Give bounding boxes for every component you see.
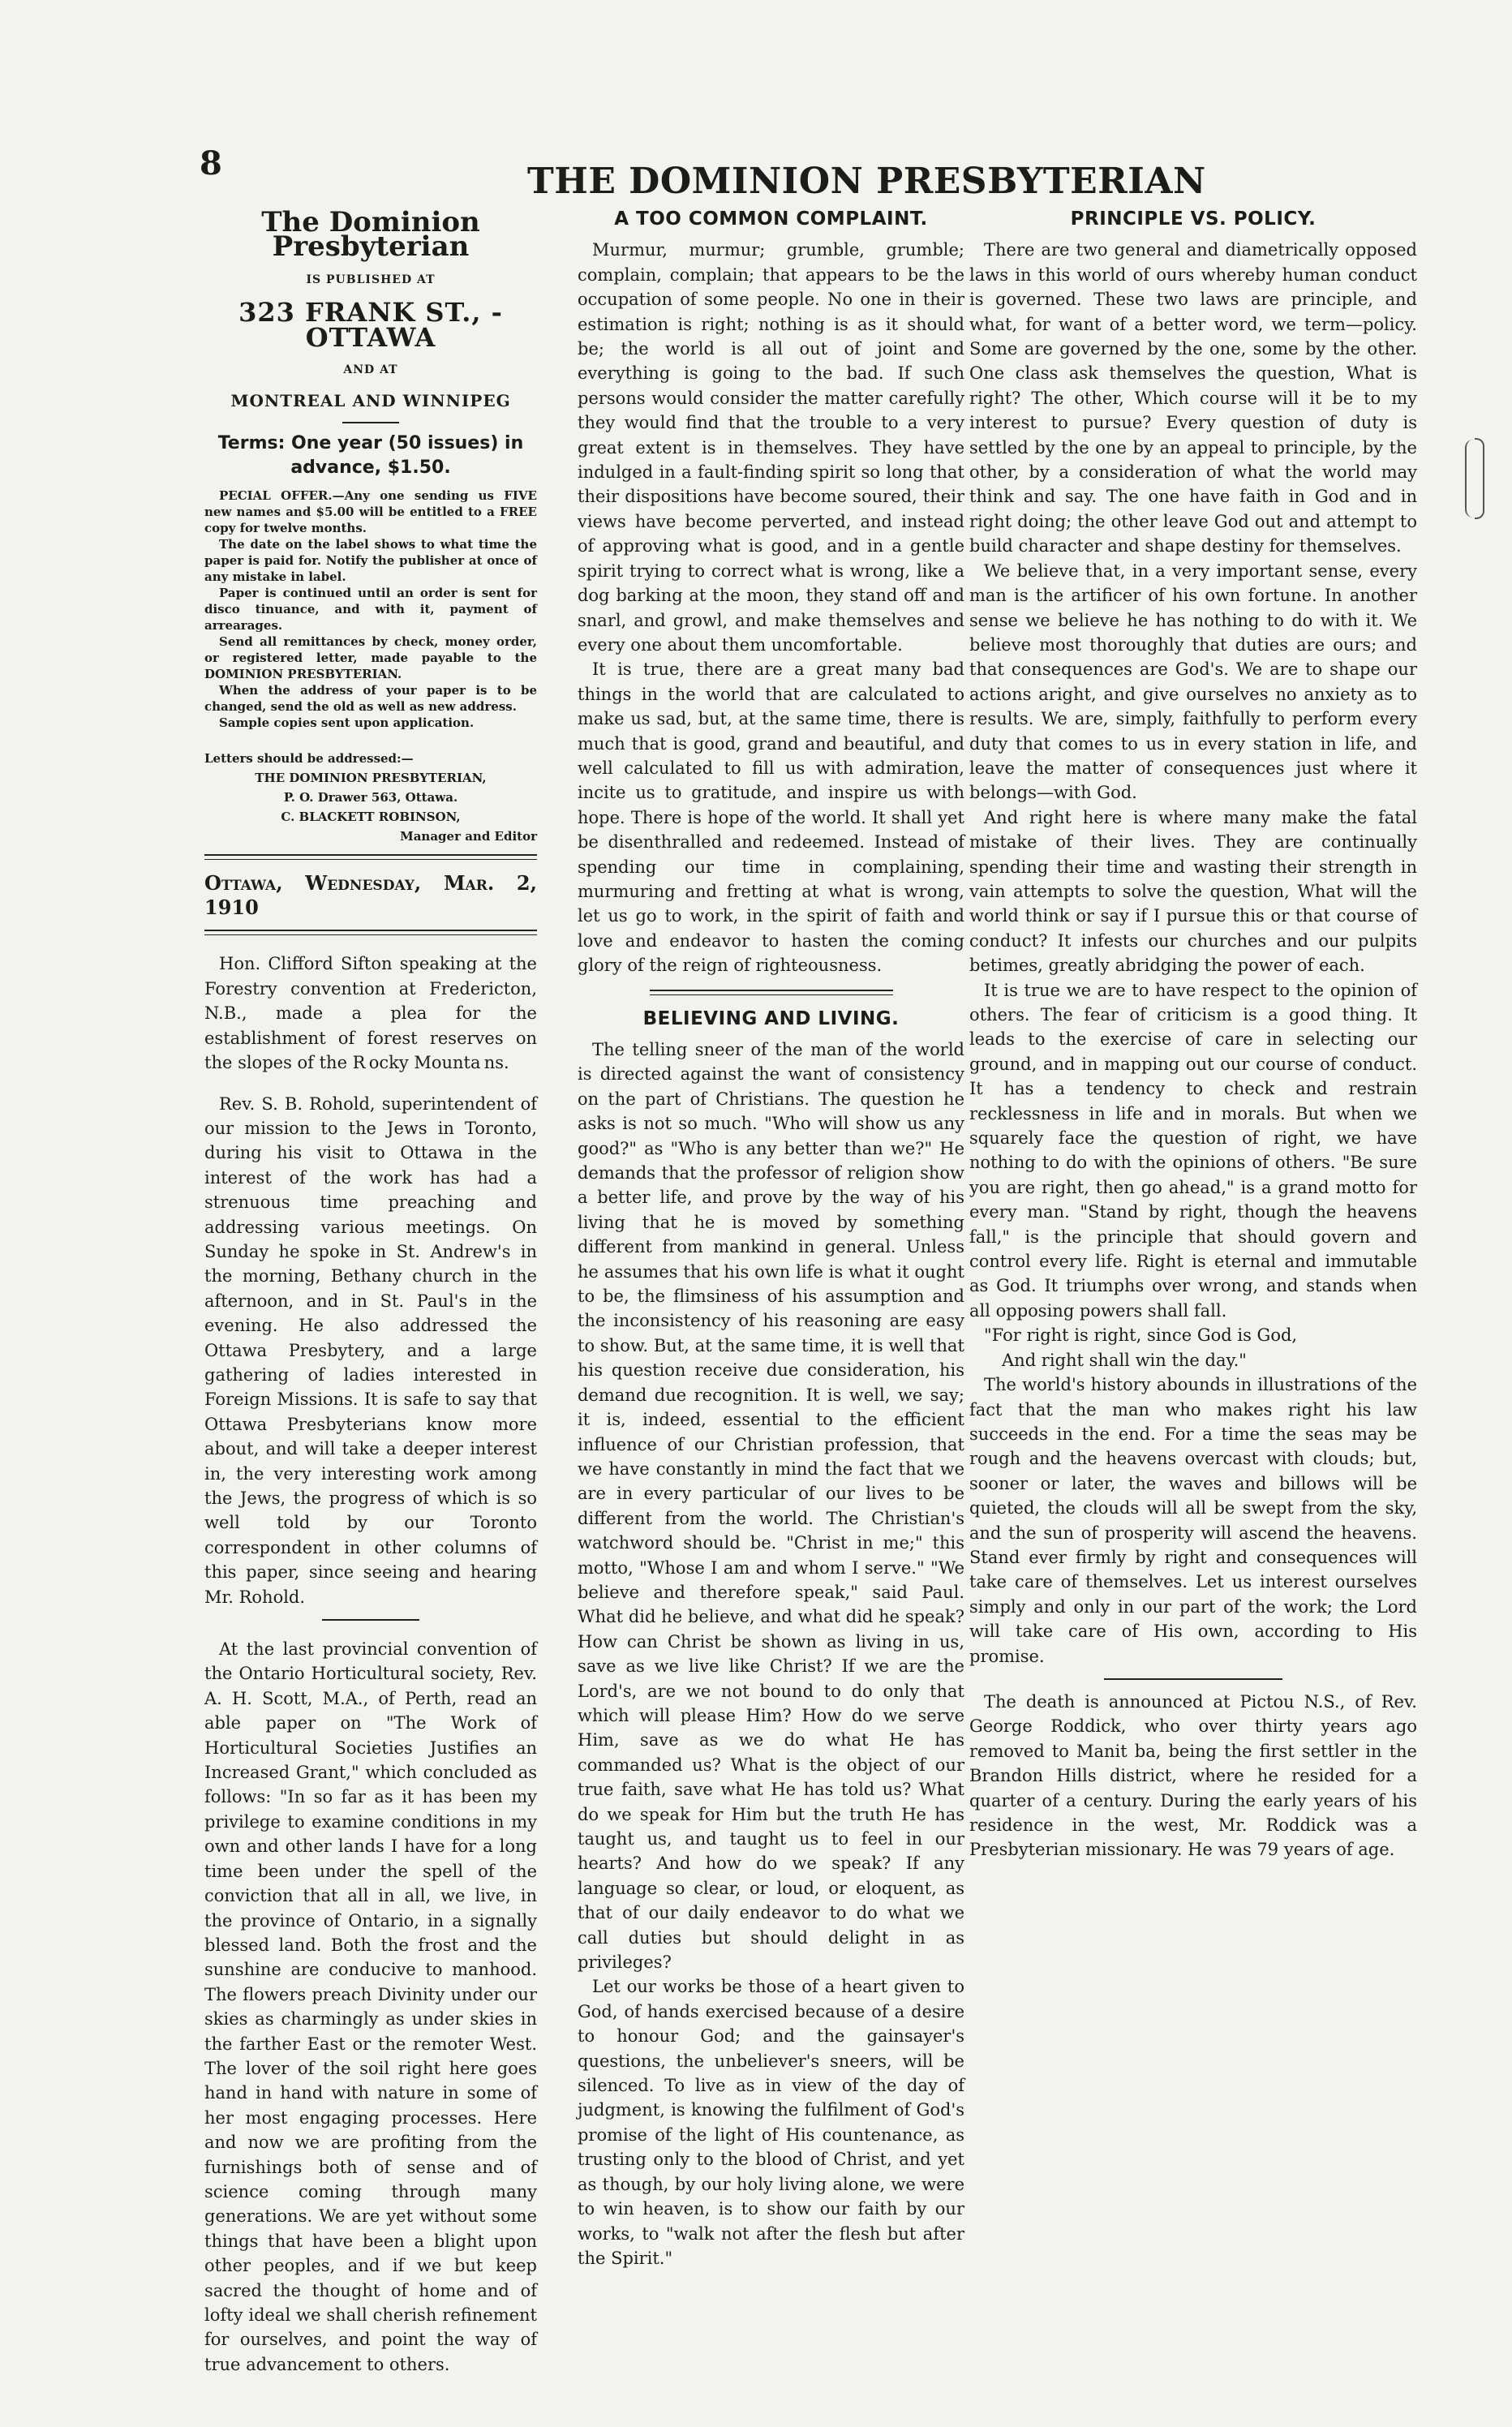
subscription-terms: Terms: One year (50 issues) in advance, $1.50. <box>217 432 524 479</box>
article-paragraph: There are two general and diametrically opposed laws in this world of ours whereby human conduct is governed. These two laws are principle, and what, for want of a better word, we term—policy. Some are governed by the one, some by the other. One class ask themselves the question, What is right? The other, Which course will it be to my interest to pursue? Every question of duty is settled by the one by an appeal to principle, by the other, by a consideration of what the world may think and say. The one have faith in God and in right doing; the other leave God out and attempt to build character and shape destiny for themselves. <box>969 240 1417 556</box>
article-paragraph: The telling sneer of the man of the world is directed against the want of consistency on the part of Christians. The question he asks is not so much. "Who will show us any good?" as "Who is any better than we?" He demands that the professor of religion show a better life, and prove by the way of his living that he is moved by something different from mankind in general. Unless he assumes that his own life is what it ought to be, the flimsiness of his assumption and the inconsistency of his reasoning are easy to show. But, at the same time, it is well that his question receive due consideration, his demand due recognition. It is well, we say; it is, indeed, essential to the efficient influence of our Christian profession, that we have constantly in mind the fact that we are in every particular of our lives to be different from the world. The Christian's watchword should be. "Christ in me;" this motto, "Whose I am and whom I serve." "We believe and therefore speak," said Paul. What did he believe, and what did he speak? How can Christ be shown as living in us, save as we live like Christ? If we are the Lord's, are we not bound to do only that which will please Him? How do we serve Him, save as we do what He has commanded us? What is the object of our true faith, save what He has told us? What do we speak for Him but the truth He has taught us, and taught us to feel in our hearts? And how do we speak? If any language so clear, or loud, or eloquent, as that of our daily endeavor to do what we call duties but should delight in as privileges? <box>578 1040 964 1973</box>
notice-address-change: When the address of your paper is to be changed, send the old as well as new address. <box>204 682 537 714</box>
editor-name: C. BLACKETT ROBINSON, <box>281 809 461 824</box>
letters-name: THE DOMINION PRESBYTERIAN, <box>255 770 487 785</box>
masthead <box>204 206 537 481</box>
masthead-title: The Dominion Presbyterian <box>261 206 480 264</box>
column-2 <box>578 207 964 2270</box>
article-paragraph: The world's history abounds in illustrations of the fact that the man who makes right his law succeeds in the end. For a time the seas may be rough and the heavens overcast with clouds; but, sooner or later, the waves and billows will be quieted, the clouds will all be swept from the sky, and the sun of prosperity will ascend the heavens. Stand ever firmly by right and consequences will take care of themselves. Let us interest ourselves simply and only in our part of the work; the Lord will take care of His own, according to His promise. <box>969 1375 1417 1666</box>
editorial-paragraph: At the last provincial convention of the Ontario Horticultural society, Rev. A. H. Scott, M.A., of Perth, read an able paper on "The Work of Horticultural Societies Justifies an Increased Grant," which concluded as follows: "In so far as it has been my privilege to examine conditions in my own and other lands I have for a long time been under the spell of the conviction that all in all, we live, in the province of Ontario, in a signally blessed land. Both the frost and the sunshine are conducive to manhood. The flowers preach Divinity under our skies as charmingly as under skies in the farther East or the remoter West. The lover of the soil right here goes hand in hand with nature in some of her most engaging processes. Here and now we are profiting from the furnishings both of sense and of science coming through many generations. We are yet without some things that have been a blight upon other peoples, and if we but keep sacred the thought of home and of lofty ideal we shall cherish refinement for ourselves, and point the way of true advancement to others. <box>204 1639 537 2374</box>
editor-title: Manager and Editor <box>400 828 537 844</box>
page-number: 8 <box>200 144 222 183</box>
article-paragraph: We believe that, in a very important sense, every man is the artificer of his own fortune. In another sense we believe he has nothing to do with it. We believe most thoroughly that duties are ours; and that consequences are God's. We are to shape our actions aright, and give ourselves no anxiety as to results. We are, simply, faithfully to perform every duty that comes to us in every station in life, and leave the matter of consequences just where it belongs—with God. <box>969 561 1417 803</box>
letters-box: P. O. Drawer 563, Ottawa. <box>283 789 458 805</box>
masthead-and-at: AND AT <box>343 363 398 377</box>
letters-intro: Letters should be addressed:— <box>204 750 414 766</box>
article-heading: PRINCIPLE VS. POLICY. <box>1070 208 1317 230</box>
letters-address-block <box>204 749 537 846</box>
column-3 <box>969 207 1417 1862</box>
death-notice: The death is announced at Pictou N.S., of Rev. George Roddick, who over thirty years ago removed to Manit ba, being the first settler in the Brandon Hills district, where he resided for a quarter of a century. During the early years of his residence in the west, Mr. Roddick was a Presbyterian missionary. He was 79 years of age. <box>969 1691 1417 1860</box>
notice-remittances: Send all remittances by check, money order, or registered letter, made payable to the DOMINION PRESBYTERIAN. <box>204 634 537 681</box>
divider <box>342 422 399 423</box>
double-rule <box>650 990 893 995</box>
dateline: Ottawa, Wednesday, Mar. 2, 1910 <box>204 870 537 920</box>
verse-line: "For right is right, since God is God, <box>984 1325 1298 1346</box>
verse-line: And right shall win the day." <box>1002 1350 1247 1370</box>
divider <box>1104 1678 1282 1680</box>
running-head: THE DOMINION PRESBYTERIAN <box>527 161 1206 202</box>
masthead-address: 323 FRANK ST., - OTTAWA <box>238 297 503 353</box>
editorial-paragraph: Rev. S. B. Rohold, superintendent of our mission to the Jews in Toronto, during his visit to Ottawa in the interest of the work has had a strenuous time preaching and addressing various meetings. On Sunday he spoke in St. Andrew's in the morning, Bethany church in the afternoon, and in St. Paul's in the evening. He also addressed the Ottawa Presbytery, and a large gathering of ladies interested in Foreign Missions. It is safe to say that Ottawa Presbyterians know more about, and will take a deeper interest in, the very interesting work among the Jews, the progress of which is so well told by our Toronto correspondent in other columns of this paper, since seeing and hearing Mr. Rohold. <box>204 1093 537 1607</box>
notice-sample-copies: Sample copies sent upon application. <box>219 715 475 730</box>
column-1 <box>204 207 537 2377</box>
article-paragraph: Let our works be those of a heart given to God, of hands exercised because of a desire to honour God; and the gainsayer's questions, the unbeliever's sneers, will be silenced. To live as in view of the day of judgment, is knowing the fulfilment of God's promise of the light of His countenance, as trusting only to the blood of Christ, and yet as though, by our holy living alone, we were to win heaven, is to show our faith by our works, to "walk not after the flesh but after the Spirit." <box>578 1977 964 2268</box>
editorial-paragraph: Hon. Clifford Sifton speaking at the Forestry convention at Fredericton, N.B., made a plea for the establishment of forest reserves on the slopes of the R ocky Mounta ns. <box>204 954 537 1073</box>
notice-continued: Paper is continued until an order is sent for disco tinuance, and with it, payment of arrearages. <box>204 585 537 633</box>
masthead-published-at: IS PUBLISHED AT <box>306 273 436 286</box>
article-paragraph: Murmur, murmur; grumble, grumble; complain, complain; that appears to be the occupation of some people. No one in their estimation is right; nothing is as it should be; the world is all out of joint and everything is going to the bad. If such persons would consider the matter carefully they would find that the trouble to a very great extent is in themselves. They have indulged in a fault-finding spirit so long that their dispositions have become soured, their views have become perverted, and instead of approving what is good, and in a gentle spirit trying to correct what is wrong, like a dog barking at the moon, they stand off and snarl, and growl, and make themselves and every one about them uncomfortable. <box>578 240 964 655</box>
article-paragraph: It is true, there are a great many bad things in the world that are calculated to make us sad, but, at the same time, there is much that is good, grand and beautiful, and well calculated to fill us with admiration, incite us to gratitude, and inspire us with hope. There is hope of the world. It shall yet be disenthralled and redeemed. Instead of spending our time in complaining, murmuring and fretting at what is wrong, let us go to work, in the spirit of faith and love and endeavor to hasten the coming glory of the reign of righteousness. <box>578 659 964 976</box>
margin-bracket-mark <box>1475 438 1484 519</box>
notice-label-date: The date on the label shows to what time the paper is paid for. Notify the publisher at once of any mistake in label. <box>204 536 537 584</box>
article-paragraph: It is true we are to have respect to the opinion of others. The fear of criticism is a good thing. It leads to the exercise of care in selecting our ground, and in mapping out our course of conduct. It has a tendency to check and restrain recklessness in life and in morals. But when we squarely face the question of right, we have nothing to do with the opinions of others. "Be sure you are right, then go ahead," is a grand motto for every man. "Stand by right, though the heavens fall," is the principle that should govern and control every life. Right is eternal and immutable as God. It triumphs over wrong, and stands when all opposing powers shall fall. <box>969 980 1417 1321</box>
double-rule <box>204 930 537 935</box>
article-paragraph: And right here is where many make the fatal mistake of their lives. They are continually spending their time and wasting their strength in vain attempts to solve the question, What will the world think or say if I pursue this or that course of conduct? It infests our churches and our pulpits betimes, greatly abridging the power of each. <box>969 807 1417 976</box>
notice-special-offer: PECIAL OFFER.—Any one sending us FIVE new names and $5.00 will be entitled to a FREE copy for twelve months. <box>204 488 537 535</box>
double-rule <box>204 854 537 860</box>
divider <box>322 1619 419 1621</box>
masthead-cities: MONTREAL AND WINNIPEG <box>230 391 511 411</box>
article-heading: BELIEVING AND LIVING. <box>642 1007 900 1029</box>
article-heading: A TOO COMMON COMPLAINT. <box>614 208 928 230</box>
